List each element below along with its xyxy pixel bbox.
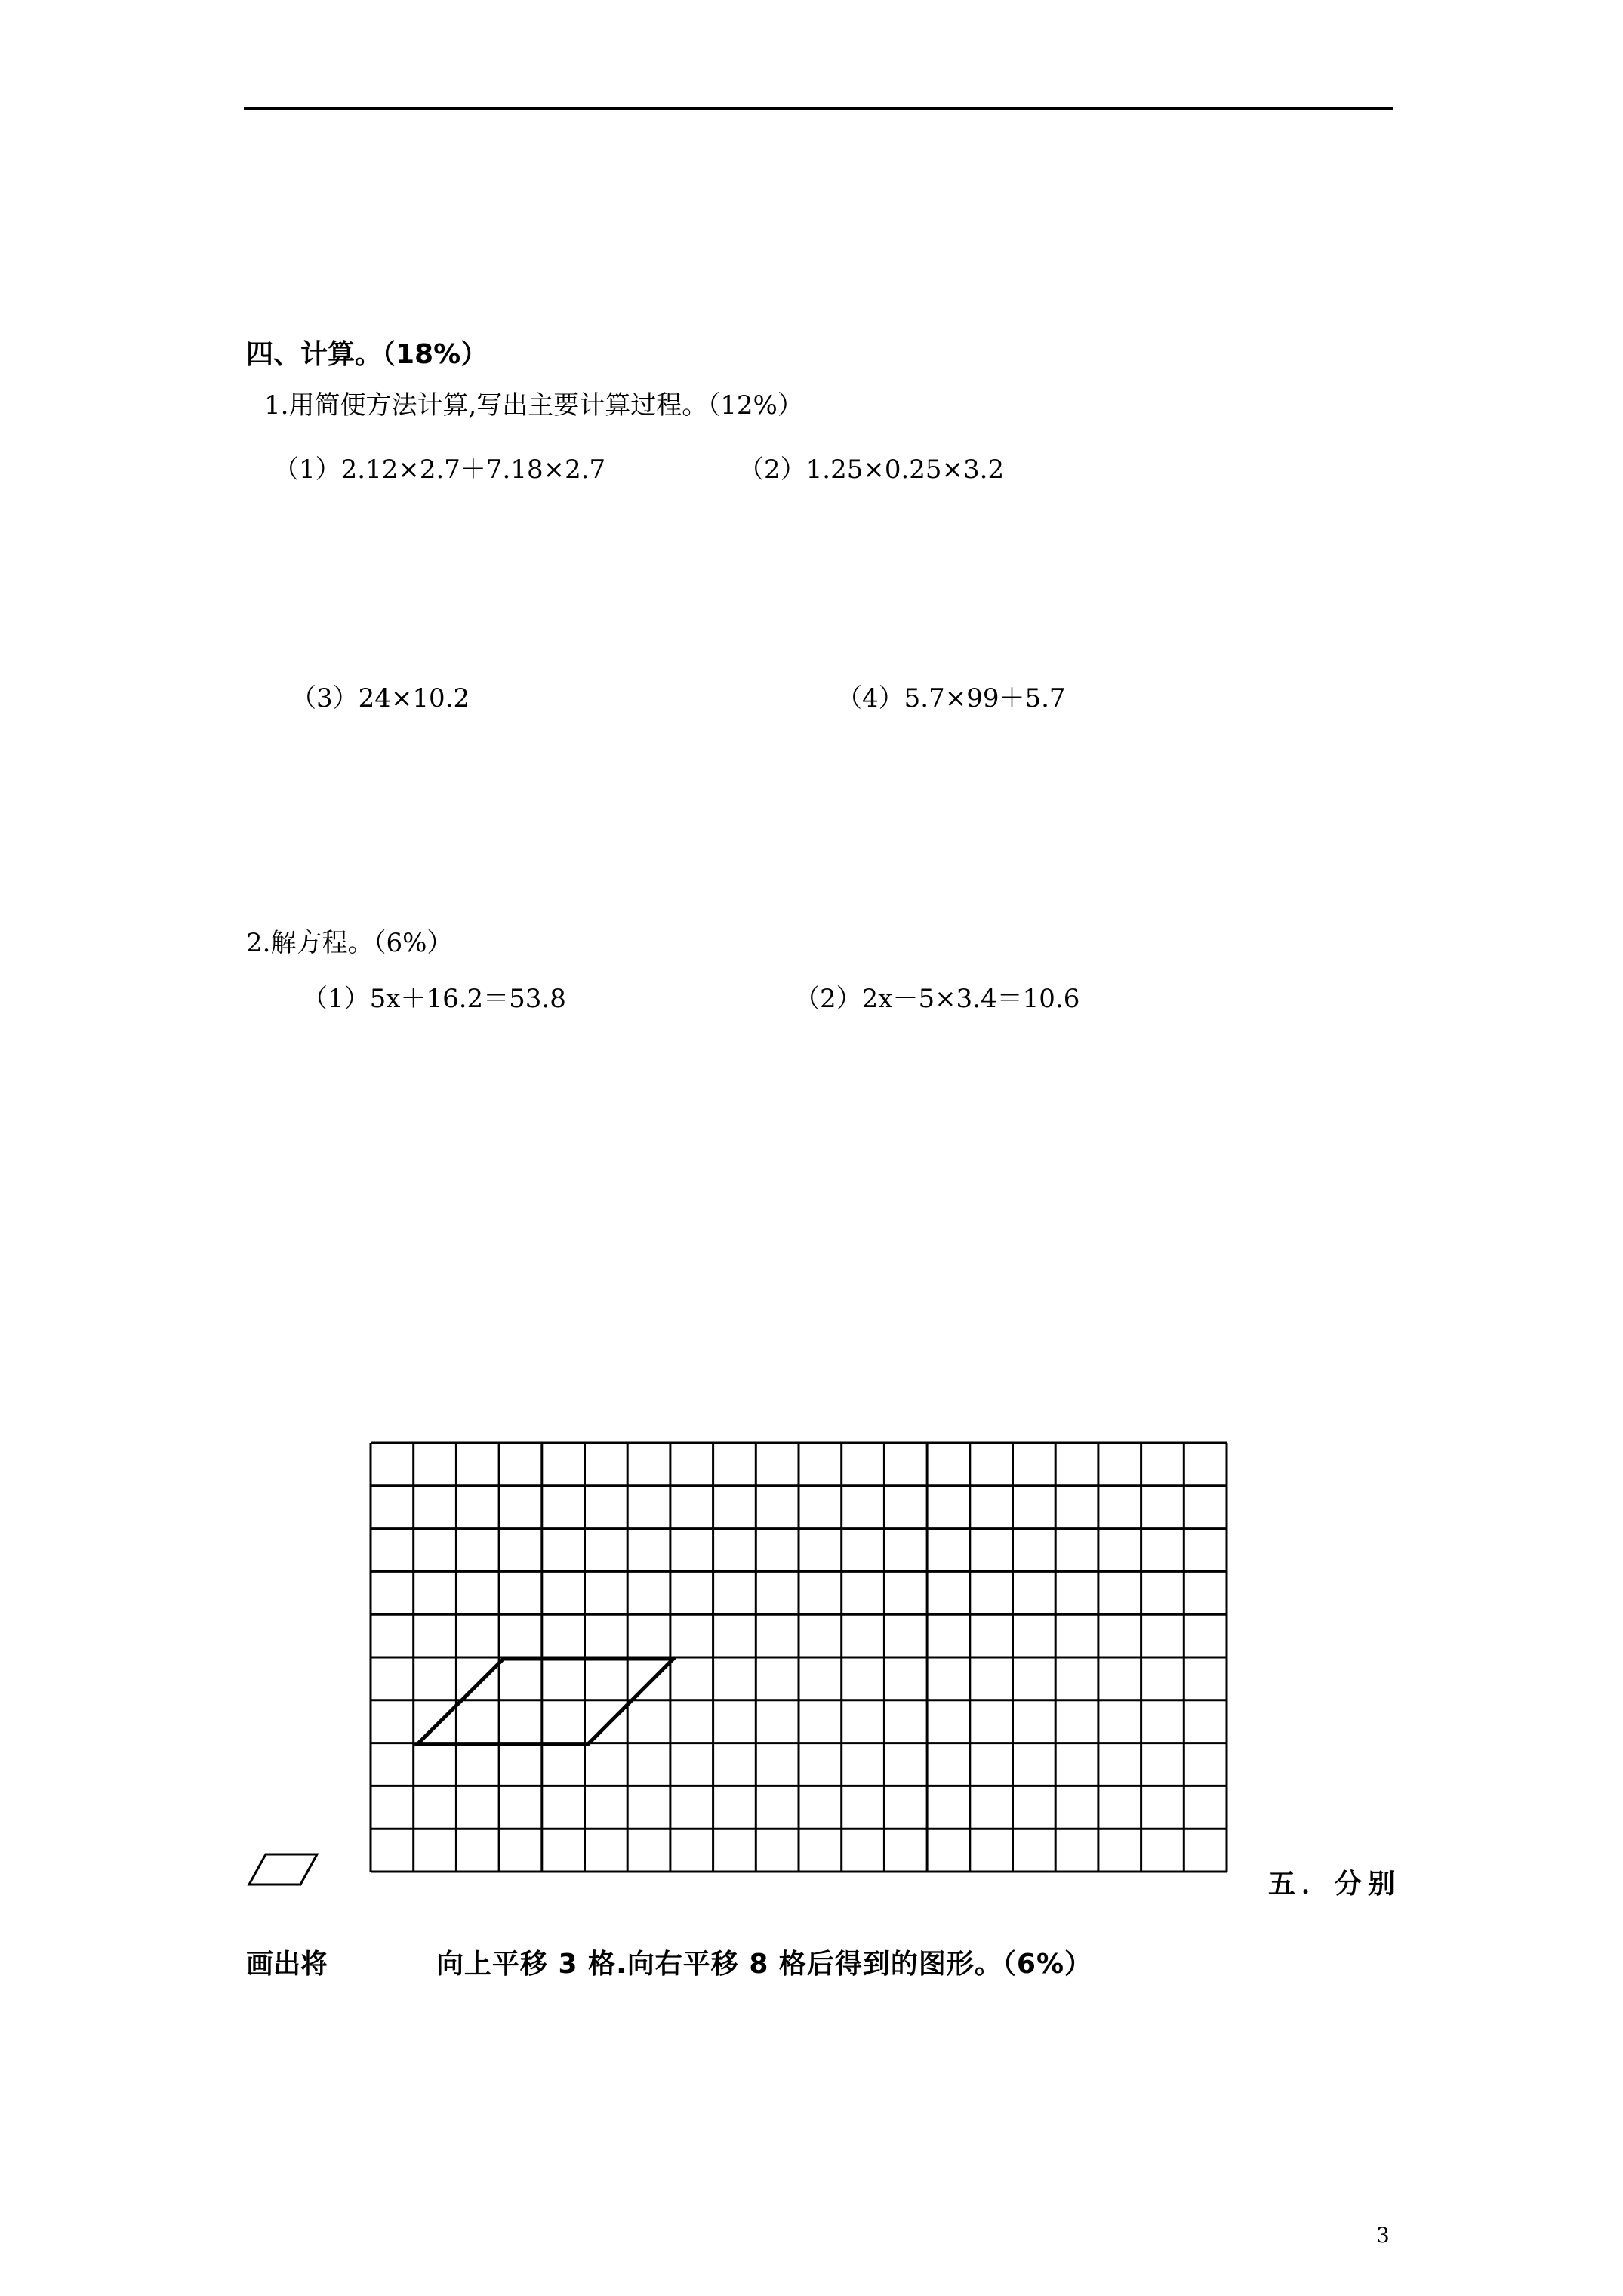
section-5-instruction: 向上平移 3 格.向右平移 8 格后得到的图形。（6%）: [436, 1949, 1093, 1980]
part-2-title: 2.解方程。（6%）: [246, 928, 453, 958]
parallelogram-shape-icon: [246, 1851, 322, 1889]
problem-1-4: （4）5.7×99＋5.7: [836, 683, 1066, 713]
problem-1-3: （3）24×10.2: [291, 683, 470, 713]
page-number: 3: [1376, 2223, 1390, 2248]
section-5-prefix: 画出将: [246, 1949, 328, 1980]
problem-1-2: （2）1.25×0.25×3.2: [738, 455, 1005, 485]
part-1-title: 1.用简便方法计算,写出主要计算过程。（12%）: [264, 390, 803, 421]
problem-1-1: （1）2.12×2.7＋7.18×2.7: [273, 455, 606, 485]
grid-lines: [371, 1443, 1227, 1872]
section-4-heading: 四、计算。（18%）: [246, 339, 488, 370]
section-5-label: 五．分别: [1268, 1869, 1402, 1900]
equation-2: （2）2x－5×3.4＝10.6: [794, 984, 1080, 1014]
equation-1: （1）5x＋16.2＝53.8: [302, 984, 566, 1014]
